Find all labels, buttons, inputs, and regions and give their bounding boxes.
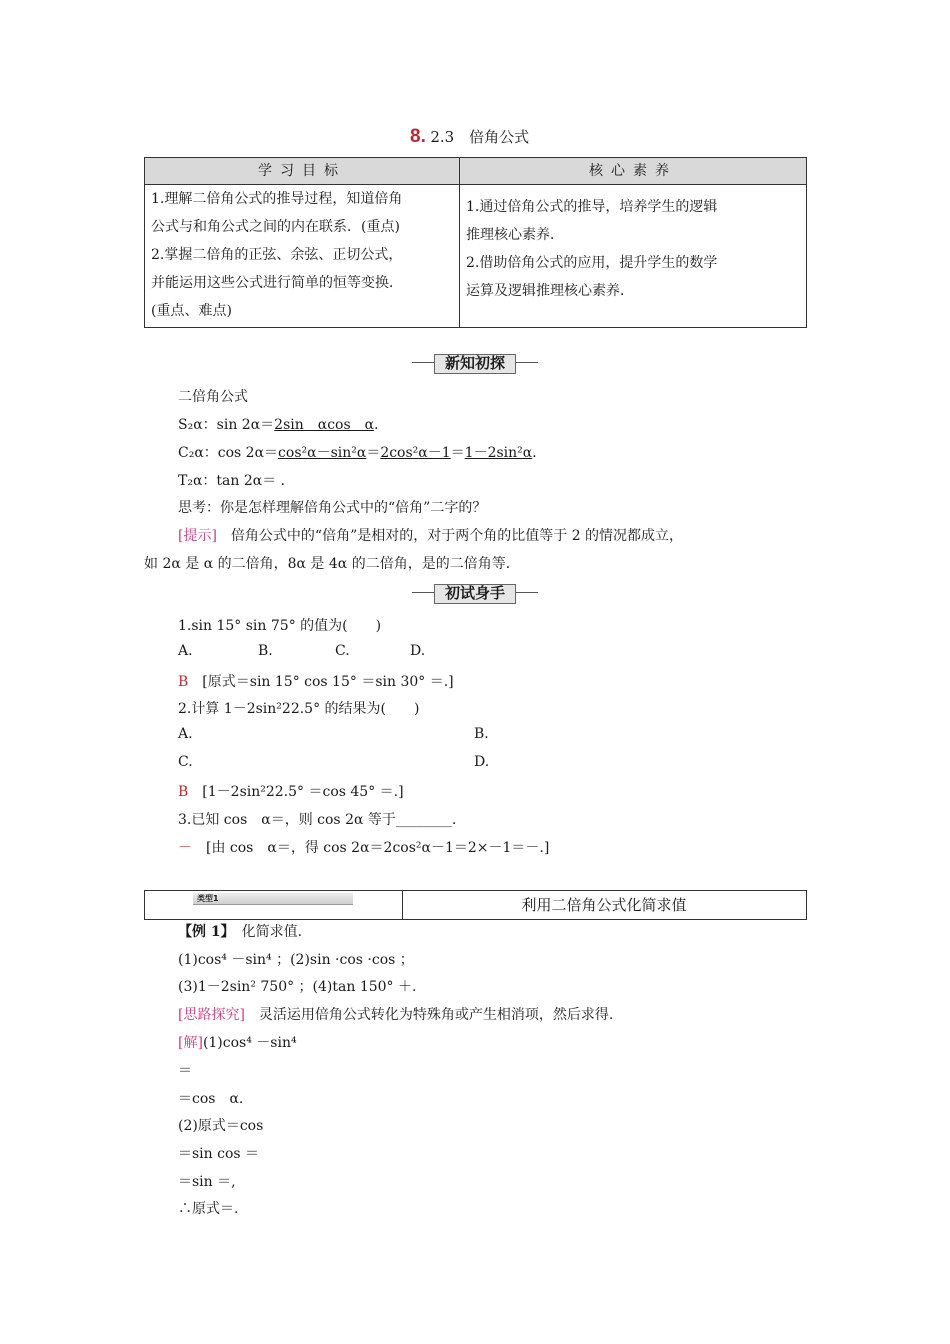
page-title bbox=[410, 126, 529, 148]
example-prompt: 化简求值. bbox=[227, 924, 303, 940]
sine-label: S₂α：sin 2α＝ bbox=[178, 417, 275, 433]
literacy-line: 推理核心素养． bbox=[466, 227, 564, 243]
option-c: C. bbox=[178, 754, 193, 770]
option-b: B. bbox=[258, 643, 273, 659]
hint-tag: [提示] bbox=[178, 528, 217, 544]
option-a: A. bbox=[178, 726, 193, 742]
question-2: 2.计算 1－2sin²22.5° 的结果为( ) bbox=[178, 701, 420, 717]
cosine-label: C₂α：cos 2α＝ bbox=[178, 445, 279, 461]
answer-2 bbox=[178, 781, 404, 801]
idea-tag: [思路探究] bbox=[178, 1007, 245, 1023]
option-d: D. bbox=[474, 754, 490, 770]
tangent-formula: T₂α：tan 2α＝ ． bbox=[178, 473, 295, 489]
banner-label: 初试身手 bbox=[434, 584, 516, 604]
solution-text: (1)cos⁴ －sin⁴ bbox=[202, 1035, 297, 1051]
literacy-cell bbox=[460, 185, 807, 328]
goals-line: (重点、难点) bbox=[151, 303, 232, 319]
goals-cell bbox=[145, 185, 460, 328]
literacy-line: 运算及逻辑推理核心素养． bbox=[466, 283, 634, 299]
solution-line-2: ＝ bbox=[178, 1063, 192, 1079]
answer-3 bbox=[178, 837, 549, 857]
example-tag: 【例 1】 bbox=[178, 924, 228, 940]
cosine-end: ． bbox=[532, 445, 547, 461]
solution-line-1 bbox=[178, 1032, 297, 1052]
literacy-line: 1.通过倍角公式的推导，培养学生的逻辑 bbox=[466, 199, 718, 215]
think-question: 思考：你是怎样理解倍角公式中的“倍角”二字的？ bbox=[178, 500, 487, 516]
cosine-answer-2: 2cos²α－1 bbox=[380, 445, 451, 461]
hint-line bbox=[178, 525, 683, 545]
solution-line-3: ＝cos α. bbox=[178, 1091, 244, 1107]
literacy-header: 核心素养 bbox=[460, 158, 807, 185]
sine-end: ． bbox=[374, 417, 389, 433]
cosine-answer-3: 1－2sin²α bbox=[464, 445, 533, 461]
solution-tag: [解] bbox=[178, 1035, 203, 1051]
sine-formula bbox=[178, 414, 388, 434]
cosine-formula bbox=[178, 442, 546, 462]
cosine-answer-1: cos²α－sin²α bbox=[278, 445, 367, 461]
solution-line-7: ∴原式＝. bbox=[178, 1201, 239, 1217]
goals-line: 2.掌握二倍角的正弦、余弦、正切公式， bbox=[151, 247, 403, 263]
answer-3-letter: － bbox=[178, 840, 192, 856]
goals-line: 公式与和角公式之间的内在联系．(重点) bbox=[151, 219, 400, 235]
answer-2-text: [1－2sin²22.5° ＝cos 45° ＝.] bbox=[202, 784, 404, 800]
cosine-eq-1: ＝ bbox=[366, 445, 381, 461]
hint-line-2: 如 2α 是 α 的二倍角，8α 是 4α 的二倍角，是的二倍角等． bbox=[144, 556, 520, 572]
option-a: A. bbox=[178, 643, 193, 659]
question-1: 1.sin 15° sin 75° 的值为( ) bbox=[178, 618, 382, 634]
goals-line: 1.理解二倍角公式的推导过程，知道倍角 bbox=[151, 191, 403, 207]
formula-heading: 二倍角公式 bbox=[178, 389, 248, 405]
question-3: 3.已知 cos α＝，则 cos 2α 等于________. bbox=[178, 812, 457, 828]
option-d: D. bbox=[410, 643, 426, 659]
cosine-eq-2: ＝ bbox=[450, 445, 465, 461]
type-title: 利用二倍角公式化简求值 bbox=[521, 896, 687, 914]
example-line-1: (1)cos⁴ －sin⁴ ；(2)sin ·cos ·cos ； bbox=[178, 952, 414, 968]
section-banner-new-knowledge bbox=[412, 354, 538, 372]
example-line-2: (3)1－2sin² 750° ；(4)tan 150° ＋. bbox=[178, 979, 417, 995]
goals-line: 并能运用这些公式进行简单的恒等变换． bbox=[151, 275, 403, 291]
answer-2-letter: B bbox=[178, 784, 189, 800]
section-banner-practice bbox=[412, 584, 538, 602]
solution-line-6: ＝sin ＝, bbox=[178, 1174, 236, 1190]
answer-3-text: [由 cos α＝，得 cos 2α＝2cos²α－1＝2×－1＝－.] bbox=[206, 840, 550, 856]
type-header-box bbox=[144, 890, 807, 920]
sine-answer: 2sin αcos α bbox=[274, 417, 375, 433]
literacy-line: 2.借助倍角公式的应用，提升学生的数学 bbox=[466, 255, 718, 271]
title-text: 2.3 倍角公式 bbox=[430, 128, 530, 146]
example-header bbox=[178, 921, 302, 941]
answer-1 bbox=[178, 671, 454, 691]
solution-line-5: ＝sin cos ＝ bbox=[178, 1146, 260, 1162]
question-1-options bbox=[178, 643, 425, 659]
answer-1-letter: B bbox=[178, 674, 189, 690]
type-tab: 类型1 bbox=[193, 893, 353, 905]
title-number: 8. bbox=[410, 126, 426, 147]
goals-header: 学习目标 bbox=[145, 158, 460, 185]
goals-table bbox=[144, 157, 807, 328]
hint-text: 倍角公式中的“倍角”是相对的，对于两个角的比值等于 2 的情况都成立， bbox=[216, 528, 684, 544]
banner-label: 新知初探 bbox=[434, 354, 516, 374]
solution-line-4: (2)原式＝cos bbox=[178, 1118, 264, 1134]
option-b: B. bbox=[474, 726, 489, 742]
answer-1-text: [原式＝sin 15° cos 15° ＝sin 30° ＝.] bbox=[202, 674, 454, 690]
idea-text: 灵活运用倍角公式转化为特殊角或产生相消项，然后求得. bbox=[244, 1007, 614, 1023]
option-c: C. bbox=[335, 643, 350, 659]
idea-line bbox=[178, 1004, 613, 1024]
